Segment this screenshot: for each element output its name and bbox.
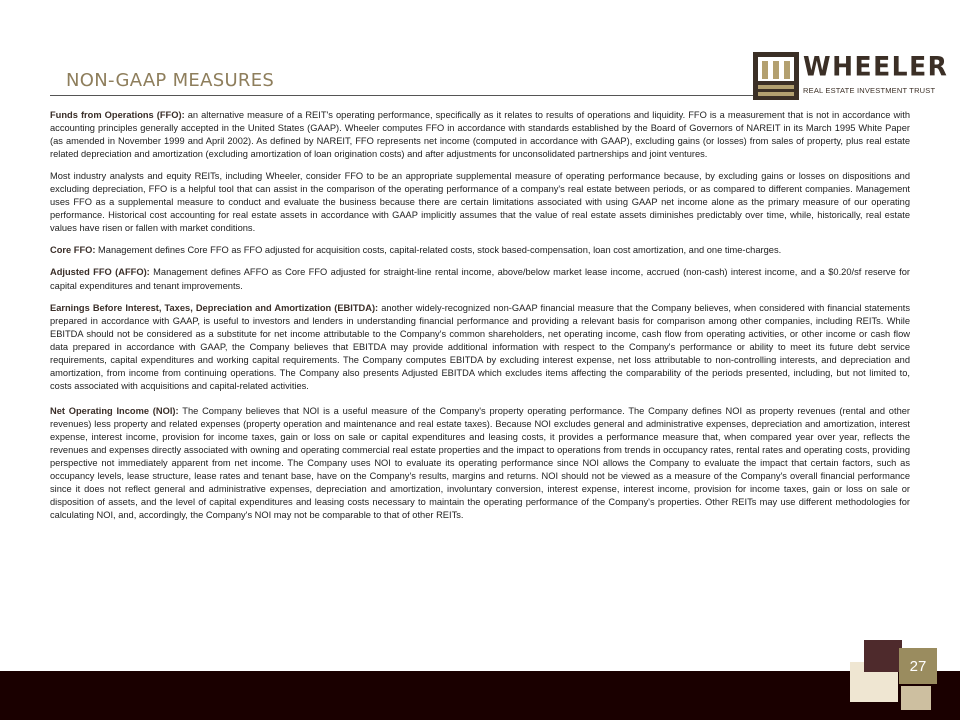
page-number: 27 (909, 657, 927, 675)
ffo-note-text: Most industry analysts and equity REITs, including Wheeler, consider FFO to be an appropriate supplemental measure of operating performance because, by excluding gains or losses on dispositions and excluding depreciation, FFO is a helpful tool that can assist in the comparison of the operating performance of a company's real estate between periods, or as compared to different companies. Management uses FFO as a supplemental measure to conduct and evaluate the business because there are certain limitations associated with using GAAP net income alone as the primary measure of our operating performance. Historical cost accounting for real estate assets in accordance with GAAP implicitly assumes that the value of real estate assets diminishes predictably over time, while, historically, real estate values have risen or fallen with market conditions. (50, 171, 910, 234)
page-title: NON-GAAP MEASURES (66, 70, 275, 91)
logo-tagline: REAL ESTATE INVESTMENT TRUST (803, 86, 936, 95)
ffo-definition: an alternative measure of a REIT's operating performance, specifically as it relates to results of operations and liquidity. FFO is a measurement that is not in accordance with accounting principles generally accepted in the United States (GAAP). Wheeler computes FFO in accordance with standards established by the Board of Governors of NAREIT in its March 1995 White Paper (as amended in November 1999 and April 2002). As defined by NAREIT, FFO represents net income (computed in accordance with GAAP), excluding gains (or losses) from sales of property, plus real estate related depreciation and amortization (excluding amortization of loan origination costs) and after adjustments for unconsolidated partnerships and joint ventures. (50, 110, 911, 160)
wheeler-w-logo-icon (753, 52, 799, 100)
decorative-square-maroon (864, 640, 902, 672)
noi-definition: The Company believes that NOI is a useful measure of the Company's property operating performance. The Company defines NOI as property revenues (rental and other revenues) less property and related expenses (property operation and maintenance and real estate taxes). Because NOI excludes general and administrative expenses, depreciation and amortization, interest expense, interest income, provision for income taxes, gain or loss on sale or capital expenditures and leasing costs, it provides a performance measure that, when compared year over year, reflects the revenues and expenses directly associated with owning and operating commercial real estate properties and the impact to operations from trends in occupancy rates, rental rates and operating costs, providing perspective not immediately apparent from net income. The Company uses NOI to evaluate its operating performance since NOI allows the Company to evaluate the impact that certain factors, such as occupancy levels, lease structure, lease rates and tenant base, have on the Company's results, margins and returns. NOI should not be viewed as a measure of the Company's overall financial performance since it does not reflect general and administrative expenses, depreciation and amortization, involuntary conversion, interest expense, interest income, provision for income taxes, gain or loss on sale or disposition of assets, and the level of capital expenditures and leasing costs necessary to maintain the operating performance of the Company's properties. Other REITs may use different methodologies for calculating NOI, and, accordingly, the Company's NOI may not be comparable to that of other REITs. (50, 405, 911, 521)
affo-paragraph (50, 266, 910, 292)
ffo-paragraph (50, 109, 910, 161)
ebitda-paragraph (50, 302, 910, 393)
logo-wordmark: WHEELER (803, 51, 949, 82)
affo-term: Adjusted FFO (AFFO): (50, 267, 150, 278)
core-ffo-term: Core FFO: (50, 245, 96, 256)
body-text (50, 109, 910, 531)
noi-paragraph (50, 405, 910, 522)
core-ffo-paragraph (50, 244, 910, 257)
ffo-note-paragraph (50, 170, 910, 235)
wheeler-logo (753, 51, 949, 102)
core-ffo-definition: Management defines Core FFO as FFO adjusted for acquisition costs, capital-related costs, stock based-compensation, loan cost amortization, and one time-charges. (95, 245, 782, 256)
footer-bar (0, 671, 960, 720)
noi-term: Net Operating Income (NOI): (50, 405, 179, 416)
decorative-square-sand (901, 686, 931, 710)
title-divider (50, 95, 756, 96)
ffo-term: Funds from Operations (FFO): (50, 110, 185, 120)
ebitda-term: Earnings Before Interest, Taxes, Depreciation and Amortization (EBITDA): (50, 302, 379, 313)
ebitda-definition: another widely-recognized non-GAAP financial measure that the Company believes, when considered with financial statements prepared in accordance with GAAP, is useful to investors and lenders in understanding financial performance and providing a relevant basis for comparison among other companies, including REITs. While EBITDA should not be considered as a substitute for net income attributable to the Company's common shareholders, net operating income, cash flow from operating activities, or other income or cash flow data prepared in accordance with GAAP, the Company believes that EBITDA may provide additional information with respect to the Company's performance or ability to meet its future debt service requirements, capital expenditures and working capital requirements. The Company computes EBITDA by excluding interest expense, net loss attributable to non-controlling interests, and depreciation and amortization, from income from continuing operations. The Company also presents Adjusted EBITDA which excludes items affecting the comparability of the periods presented, including, but not limited to, costs associated with acquisitions and capital-related activities. (50, 302, 910, 391)
affo-definition: Management defines AFFO as Core FFO adjusted for straight-line rental income, above/below market lease income, accrued (non-cash) interest income, and a $0.20/sf reserve for capital expenditures and tenant improvements. (50, 267, 910, 291)
